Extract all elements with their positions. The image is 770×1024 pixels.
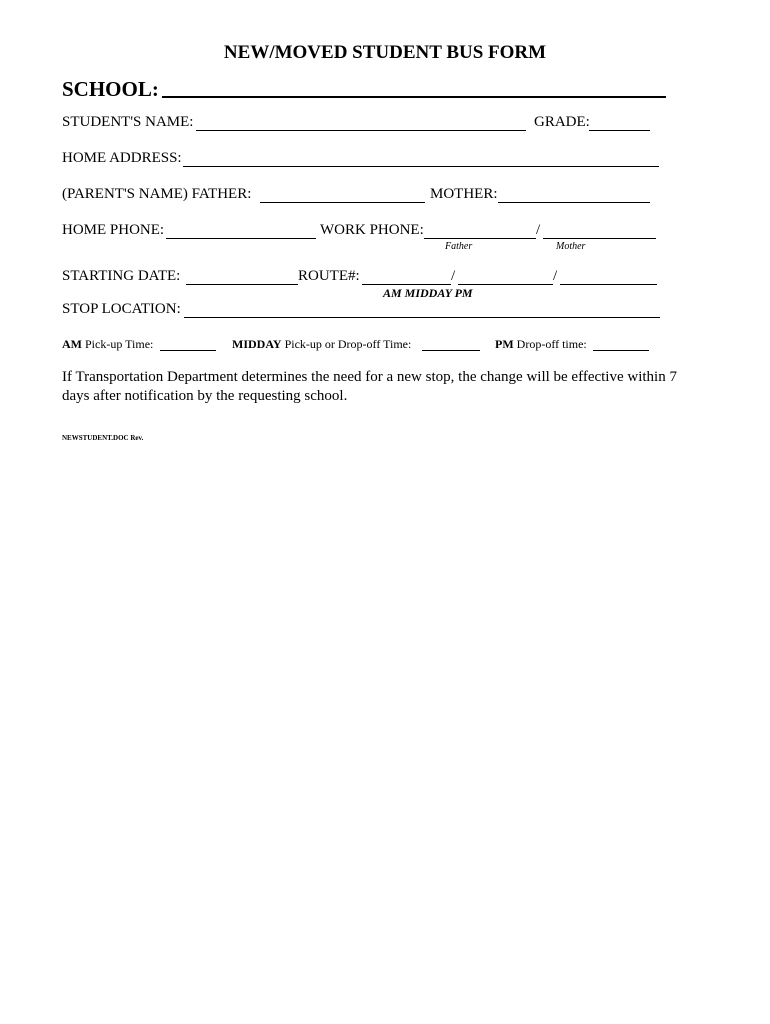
school-field[interactable] (162, 96, 666, 98)
route-label: ROUTE#: (298, 268, 360, 284)
pm-dropoff-text: Drop-off time: (513, 337, 587, 351)
pm-bold-text: PM (495, 337, 514, 351)
midday-time-label (232, 337, 411, 352)
work-phone-separator: / (536, 222, 541, 238)
notice-paragraph: If Transportation Department determines the need for a new stop, the change will be effective within 7 days after notification by the requesting school. (62, 369, 677, 404)
home-address-field[interactable] (183, 166, 659, 167)
mother-sublabel: Mother (556, 241, 586, 252)
work-phone-label: WORK PHONE: (320, 222, 424, 238)
route-pm-field[interactable] (560, 284, 657, 285)
grade-field[interactable] (589, 130, 650, 131)
midday-time-field[interactable] (422, 350, 480, 351)
starting-date-field[interactable] (186, 284, 298, 285)
route-separator-1: / (451, 268, 456, 284)
am-pickup-time-field[interactable] (160, 350, 216, 351)
home-phone-field[interactable] (166, 238, 316, 239)
father-sublabel: Father (445, 241, 473, 252)
mother-label: MOTHER: (430, 186, 498, 202)
am-bold-text: AM (62, 337, 82, 351)
midday-time-text: Pick-up or Drop-off Time: (281, 337, 412, 351)
student-name-field[interactable] (196, 130, 526, 131)
route-separator-2: / (553, 268, 558, 284)
form-title: NEW/MOVED STUDENT BUS FORM (223, 42, 547, 63)
stop-location-field[interactable] (184, 317, 660, 318)
father-label: (PARENT'S NAME) FATHER: (62, 186, 252, 202)
route-am-field[interactable] (362, 284, 451, 285)
document-footer: NEWSTUDENT.DOC Rev. (62, 434, 144, 442)
pm-dropoff-time-field[interactable] (593, 350, 649, 351)
home-address-label: HOME ADDRESS: (62, 150, 182, 166)
student-name-label: STUDENT'S NAME: (62, 114, 194, 130)
mother-work-phone-field[interactable] (543, 238, 656, 239)
am-pickup-label (62, 337, 153, 352)
route-sublabel: AM MIDDAY PM (383, 286, 473, 300)
starting-date-label: STARTING DATE: (62, 268, 181, 284)
midday-bold-text: MIDDAY (232, 337, 282, 351)
stop-location-label: STOP LOCATION: (62, 301, 181, 317)
school-label: SCHOOL: (62, 77, 159, 101)
am-pickup-text: Pick-up Time: (82, 337, 154, 351)
father-work-phone-field[interactable] (424, 238, 536, 239)
grade-label: GRADE: (534, 114, 590, 130)
mother-name-field[interactable] (498, 202, 650, 203)
pm-dropoff-label (495, 337, 587, 352)
father-name-field[interactable] (260, 202, 425, 203)
route-midday-field[interactable] (458, 284, 553, 285)
home-phone-label: HOME PHONE: (62, 222, 165, 238)
